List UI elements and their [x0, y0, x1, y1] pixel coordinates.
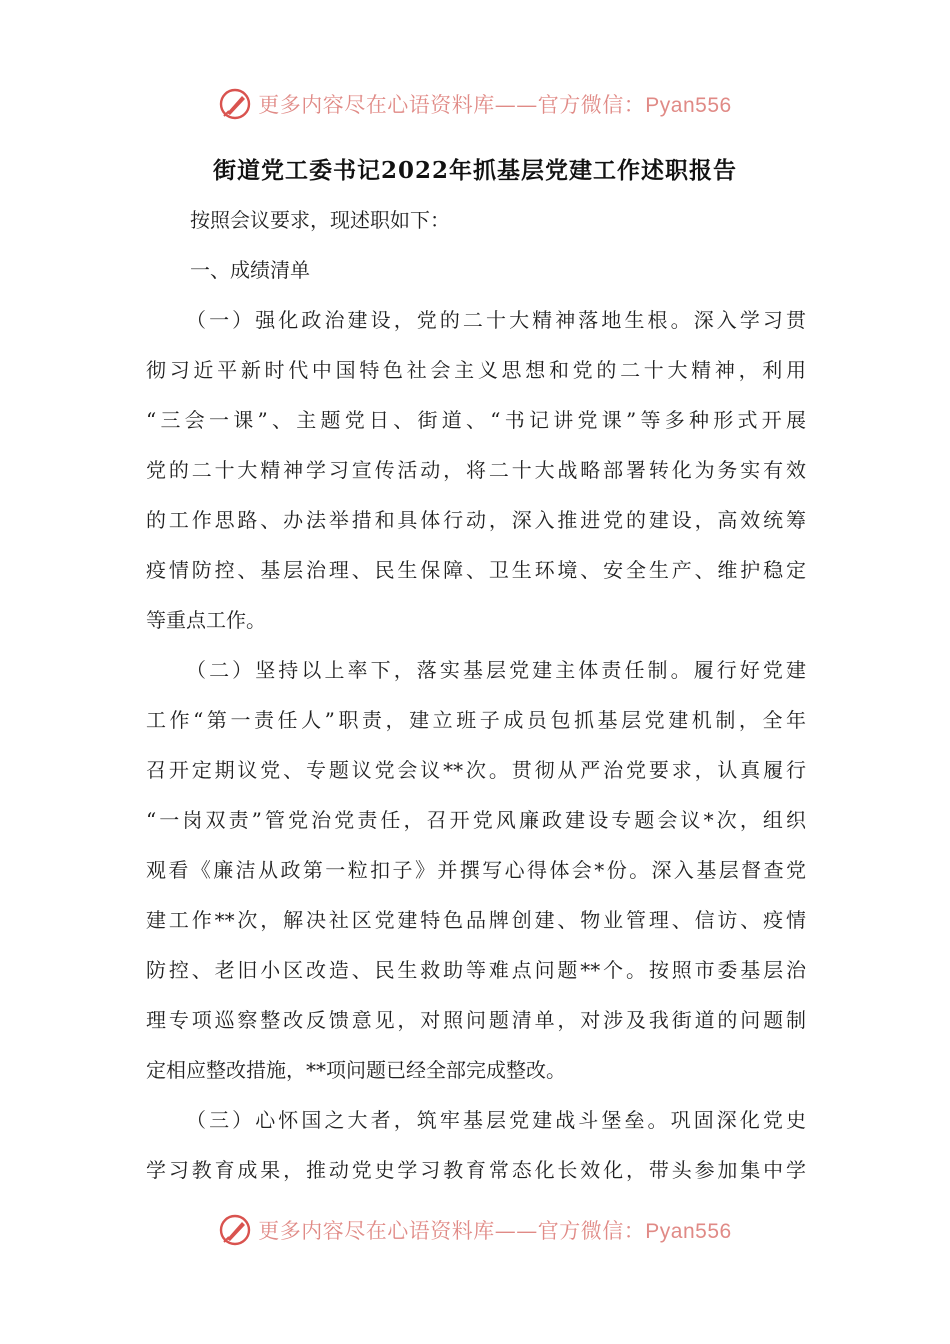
text-line: 工作“第一责任人”职责，建立班子成员包抓基层党建机制，全年: [146, 708, 806, 732]
watermark-text: 更多内容尽在心语资料库——官方微信：: [258, 93, 646, 117]
text-line: （二）坚持以上率下，落实基层党建主体责任制。履行好党建: [186, 658, 806, 682]
text-line: 一、成绩清单: [190, 258, 310, 282]
watermark-banner-top: [0, 84, 950, 124]
watermark-wechat-id: Pyan556: [645, 1220, 732, 1243]
text-line: “三会一课”、主题党日、街道、“书记讲党课”等多种形式开展: [146, 408, 806, 432]
text-line: 的工作思路、办法举措和具体行动，深入推进党的建设，高效统筹: [146, 508, 806, 532]
text-line: 疫情防控、基层治理、民生保障、卫生环境、安全生产、维护稳定: [146, 558, 806, 582]
text-line: 彻习近平新时代中国特色社会主义思想和党的二十大精神，利用: [146, 358, 806, 382]
watermark-wechat-id: Pyan556: [645, 94, 732, 117]
watermark-banner-bottom: [0, 1210, 950, 1250]
document-title: 街道党工委书记2022年抓基层党建工作述职报告: [212, 157, 737, 184]
text-line: 学习教育成果，推动党史学习教育常态化长效化，带头参加集中学: [146, 1158, 806, 1182]
text-line: 召开定期议党、专题议党会议**次。贯彻从严治党要求，认真履行: [146, 758, 806, 782]
text-line: 防控、老旧小区改造、民生救助等难点问题**个。按照市委基层治: [146, 958, 806, 982]
document-body: [146, 200, 806, 1200]
text-line: 等重点工作。: [146, 608, 266, 632]
text-line: 定相应整改措施，**项问题已经全部完成整改。: [146, 1058, 566, 1082]
quill-logo-icon: [218, 87, 252, 121]
text-line: （一）强化政治建设，党的二十大精神落地生根。深入学习贯: [186, 308, 806, 332]
text-line: “一岗双责”管党治党责任，召开党风廉政建设专题会议*次，组织: [146, 808, 806, 832]
watermark-text: 更多内容尽在心语资料库——官方微信：: [258, 1219, 646, 1243]
text-line: 按照会议要求，现述职如下：: [190, 208, 450, 232]
text-line: 党的二十大精神学习宣传活动，将二十大战略部署转化为务实有效: [146, 458, 806, 482]
quill-logo-icon: [218, 1213, 252, 1247]
text-line: 理专项巡察整改反馈意见，对照问题清单，对涉及我街道的问题制: [146, 1008, 806, 1032]
text-line: 观看《廉洁从政第一粒扣子》并撰写心得体会*份。深入基层督查党: [146, 858, 806, 882]
text-line: 建工作**次，解决社区党建特色品牌创建、物业管理、信访、疫情: [146, 908, 806, 932]
text-line: （三）心怀国之大者，筑牢基层党建战斗堡垒。巩固深化党史: [186, 1108, 806, 1132]
